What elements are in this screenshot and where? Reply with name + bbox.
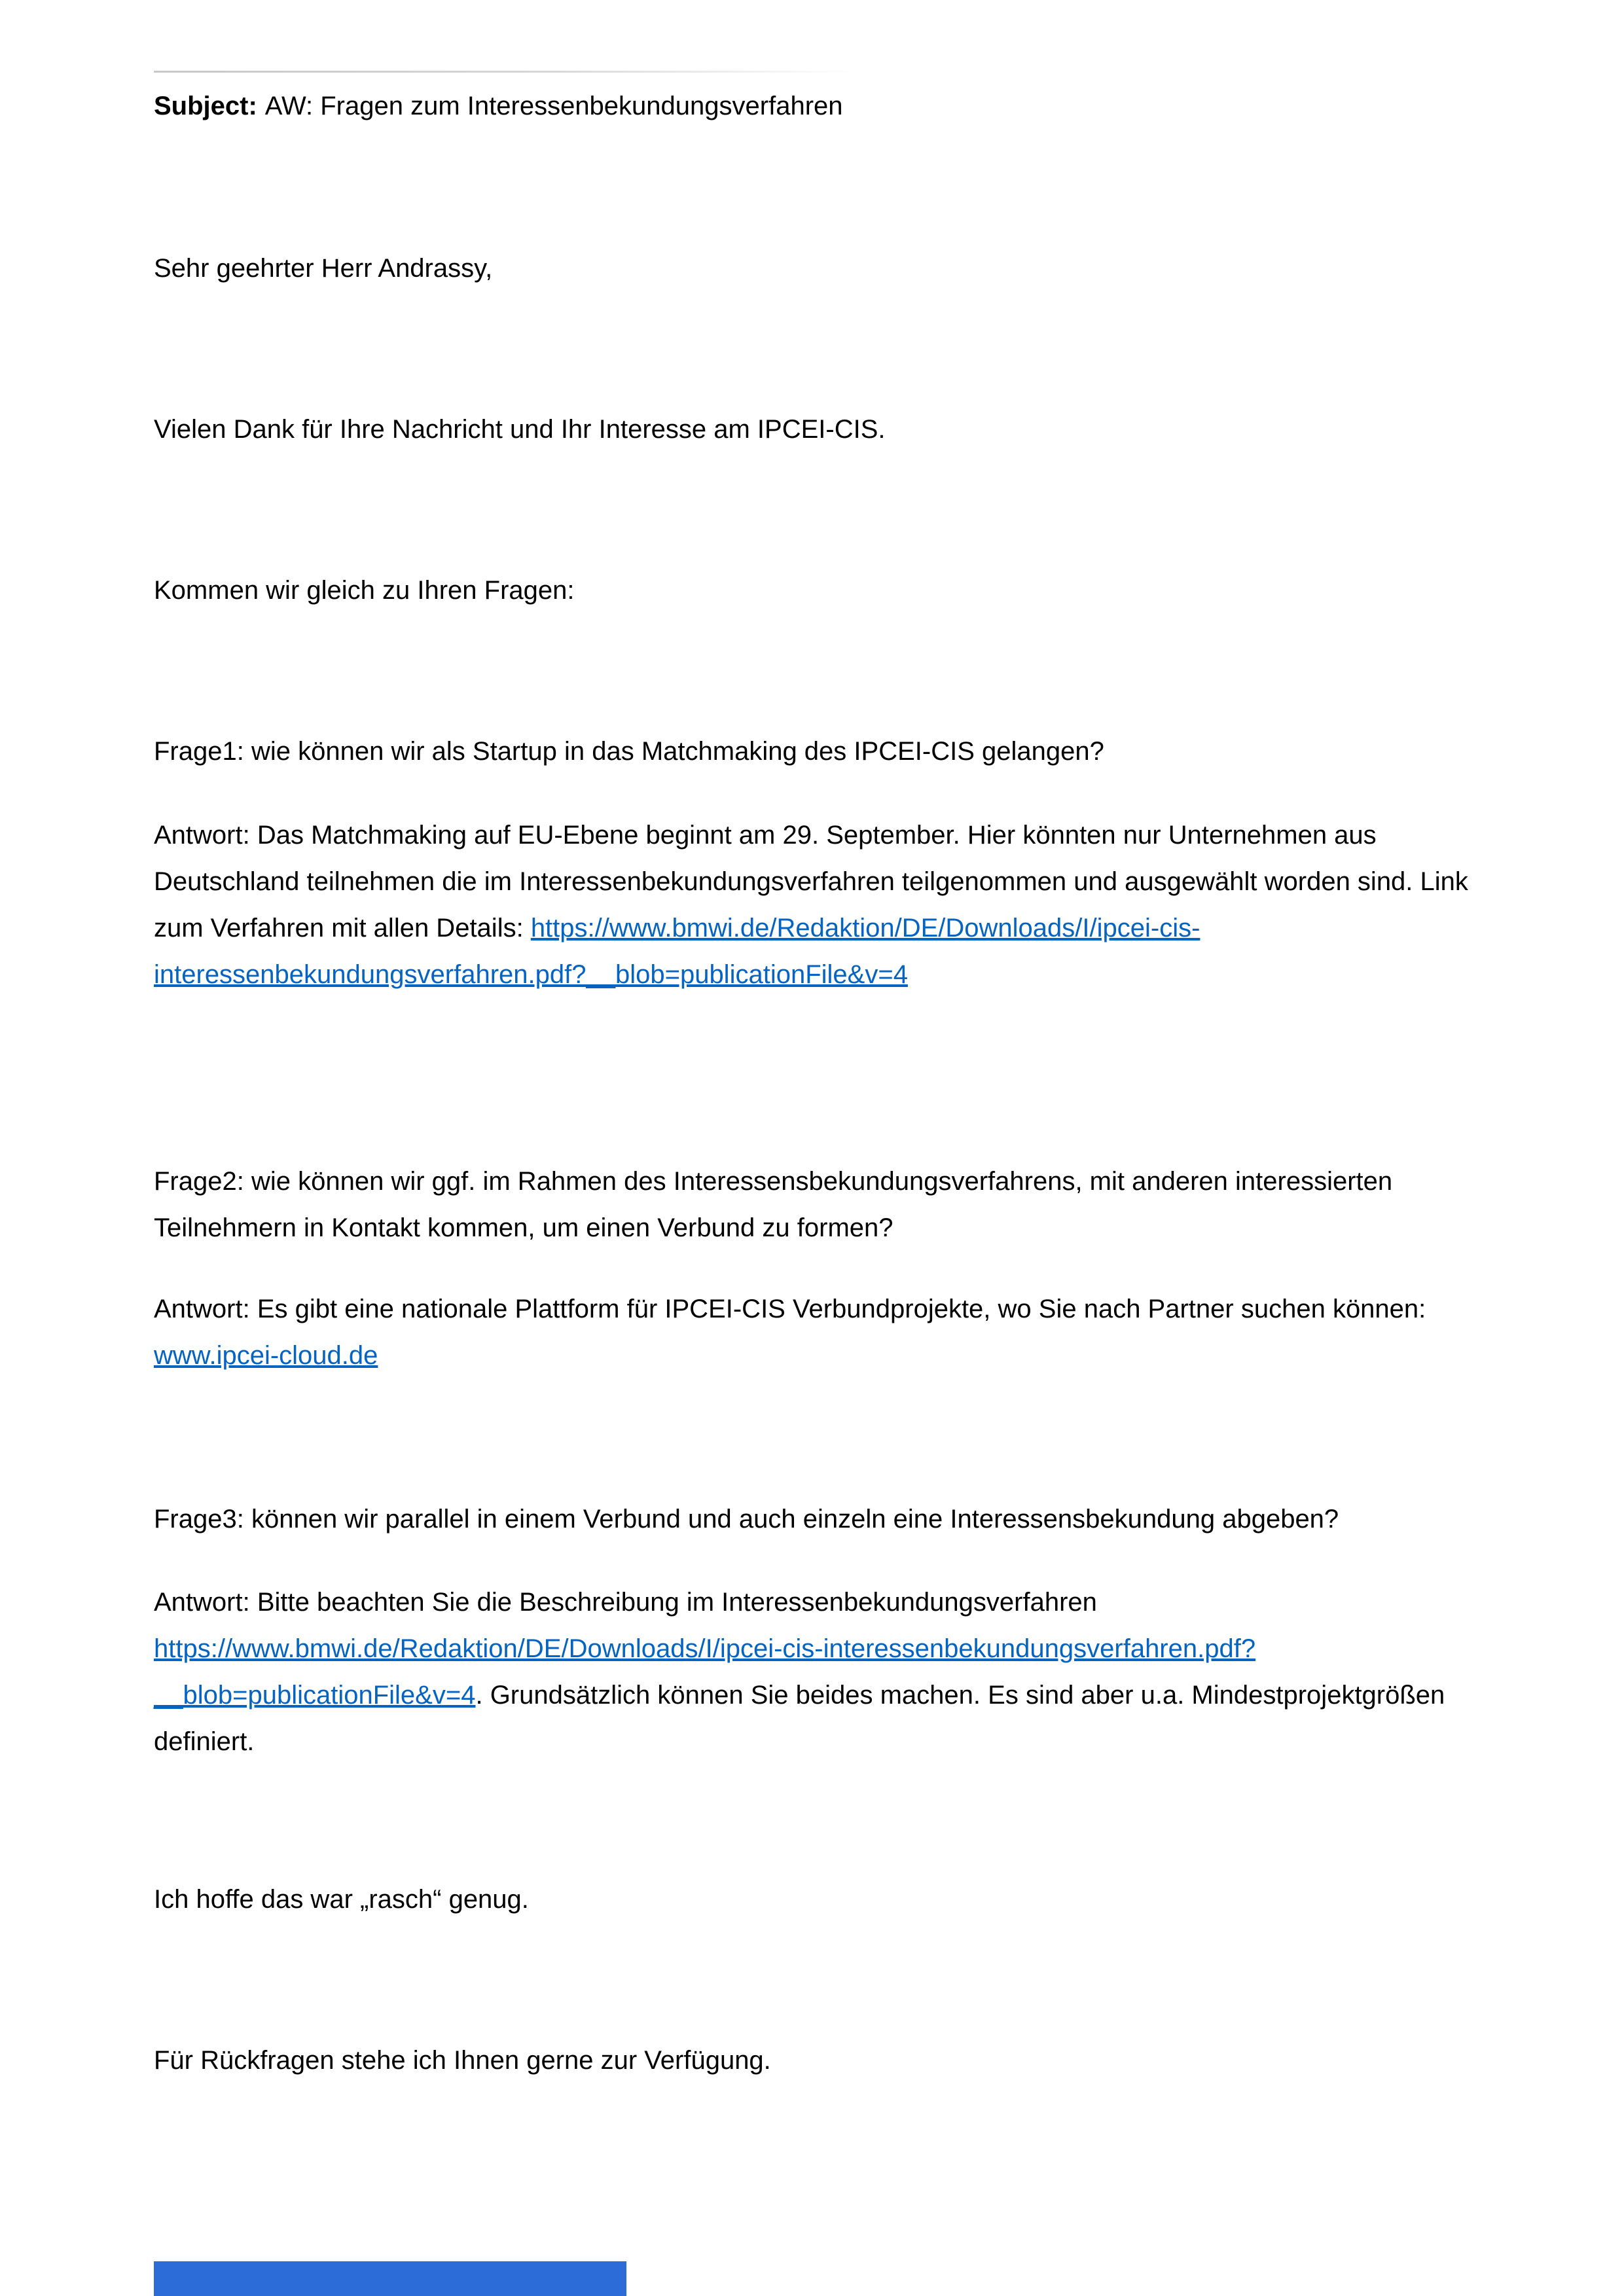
question-3: Frage3: können wir parallel in einem Verbund und auch einzeln eine Interessensbekundung abgeben? xyxy=(154,1505,1339,1534)
answer-2 xyxy=(154,1286,1492,1379)
question-1: Frage1: wie können wir als Startup in das Matchmaking des IPCEI-CIS gelangen? xyxy=(154,737,1104,766)
greeting-line: Sehr geehrter Herr Andrassy, xyxy=(154,254,493,283)
hope-line: Ich hoffe das war „rasch“ genug. xyxy=(154,1885,529,1914)
header-divider xyxy=(154,71,857,73)
answer-3 xyxy=(154,1579,1492,1765)
signature-banner xyxy=(154,2261,626,2296)
answer-2-link[interactable]: www.ipcei-cloud.de xyxy=(154,1341,378,1370)
answer-1-text: Antwort: Das Matchmaking auf EU-Ebene beginnt am 29. September. Hier könnten nur Unternehmen aus Deutschland teilnehmen die im Interessenbekundungsverfahren teilgenommen und ausgewählt worden sind. Link zum Verfahren mit allen Details: xyxy=(154,821,1468,942)
subject-label: Subject: xyxy=(154,92,257,120)
answer-3-text-before: Antwort: Bitte beachten Sie die Beschreibung im Interessenbekundungsverfahren xyxy=(154,1588,1097,1617)
thanks-line: Vielen Dank für Ihre Nachricht und Ihr Interesse am IPCEI-CIS. xyxy=(154,415,886,444)
answer-3-text-after: . Grundsätzlich können Sie beides machen. Es sind aber u.a. Mindestprojektgrößen definiert. xyxy=(154,1681,1445,1756)
answer-3-link[interactable]: https://www.bmwi.de/Redaktion/DE/Downloads/I/ipcei-cis-interessenbekundungsverfahren.pdf?__blob=publicationFile&v=4 xyxy=(154,1634,1256,1710)
intro-line: Kommen wir gleich zu Ihren Fragen: xyxy=(154,576,575,605)
subject-line xyxy=(154,83,1492,130)
answer-2-text: Antwort: Es gibt eine nationale Plattform für IPCEI-CIS Verbundprojekte, wo Sie nach Partner suchen können: xyxy=(154,1295,1426,1323)
closing-line: Für Rückfragen stehe ich Ihnen gerne zur Verfügung. xyxy=(154,2046,771,2075)
subject-value: AW: Fragen zum Interessenbekundungsverfahren xyxy=(264,92,843,120)
answer-1 xyxy=(154,812,1492,998)
question-2: Frage2: wie können wir ggf. im Rahmen des Interessensbekundungsverfahrens, mit anderen interessierten Teilnehmern in Kontakt kommen, um einen Verbund zu formen? xyxy=(154,1167,1393,1242)
answer-1-link[interactable]: https://www.bmwi.de/Redaktion/DE/Downloads/I/ipcei-cis-interessenbekundungsverfahren.pdf?__blob=publicationFile&v=4 xyxy=(154,914,1200,989)
